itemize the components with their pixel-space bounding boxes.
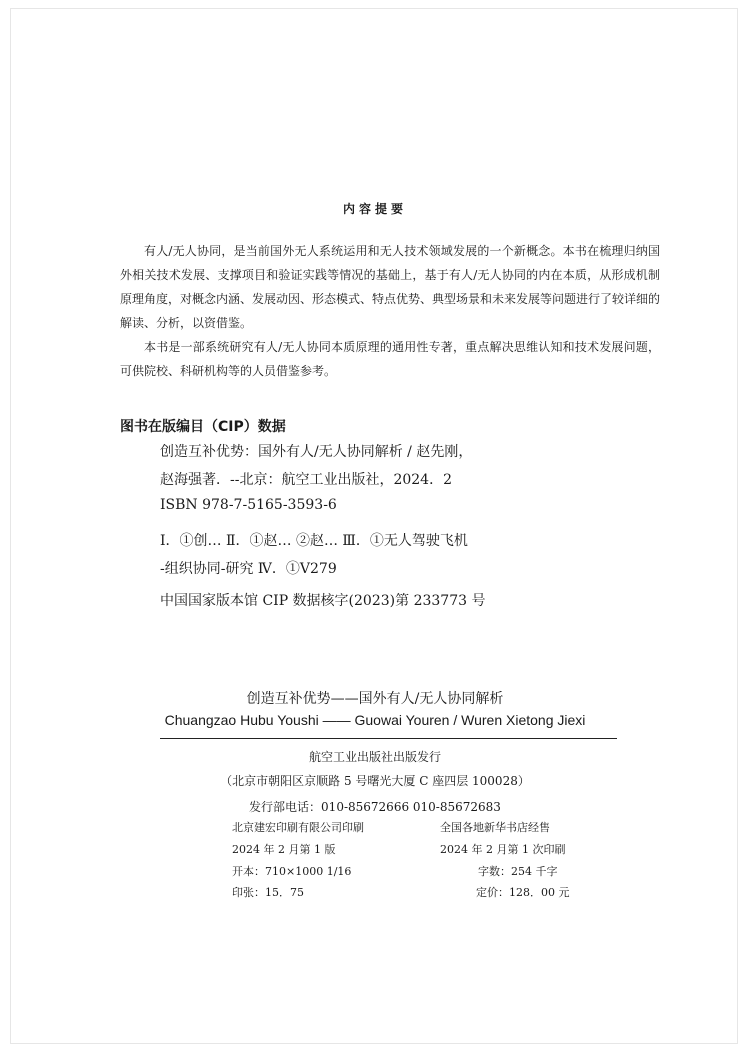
colophon-title-pinyin: Chuangzao Hubu Youshi —— Guowai Youren / Wuren Xietong Jiexi [164,712,586,728]
cip-line-1: 创造互补优势：国外有人/无人协同解析 / 赵先刚， [160,444,473,460]
word-count: 字数：254 千字 [478,865,558,878]
printed-sheets: 印张：15．75 [232,886,304,899]
summary-title: 内容提要 [342,202,407,216]
summary-paragraph-2: 本书是一部系统研究有人/无人协同本质原理的通用性专著，重点解决思维认知和技术发展问题，可供院校、科研机构等的人员借鉴参考。 [120,340,660,378]
cip-line-2: 赵海强著．--北京：航空工业出版社，2024．2 [160,472,452,488]
price: 定价：128．00 元 [476,886,570,899]
cip-registry-number: 中国国家版本馆 CIP 数据核字(2023)第 233773 号 [160,593,486,609]
printer: 北京建宏印刷有限公司印刷 [232,821,364,834]
summary-body [120,239,660,383]
colophon-title-cn: 创造互补优势——国外有人/无人协同解析 [246,691,504,707]
cip-isbn: ISBN 978-7-5165-3593-6 [160,497,337,513]
publisher: 航空工业出版社出版发行 [308,750,441,764]
printing: 2024 年 2 月第 1 次印刷 [440,843,566,856]
cip-classification-1: Ⅰ．①创… Ⅱ．①赵… ②赵… Ⅲ．①无人驾驶飞机 [160,533,468,549]
sales-phone: 发行部电话：010-85672666 010-85672683 [249,800,501,814]
publisher-address: （北京市朝阳区京顺路 5 号曙光大厦 C 座四层 100028） [220,774,530,788]
summary-paragraph-1: 有人/无人协同，是当前国外无人系统运用和无人技术领域发展的一个新概念。本书在梳理归纳国外相关技术发展、支撑项目和验证实践等情况的基础上，基于有人/无人协同的内在本质，从形成机制原理角度，对概念内涵、发展动因、形态模式、特点优势、典型场景和未来发展等问题进行了较详细的解读、分析，以资借鉴。 [120,244,661,330]
distributor: 全国各地新华书店经售 [440,821,550,834]
cip-heading: 图书在版编目（CIP）数据 [120,419,286,435]
page-frame [10,8,738,1044]
edition: 2024 年 2 月第 1 版 [232,843,336,856]
cip-classification-2: -组织协同-研究 Ⅳ．①V279 [160,561,337,577]
colophon-divider [160,738,617,739]
book-format: 开本：710×1000 1/16 [232,865,352,878]
